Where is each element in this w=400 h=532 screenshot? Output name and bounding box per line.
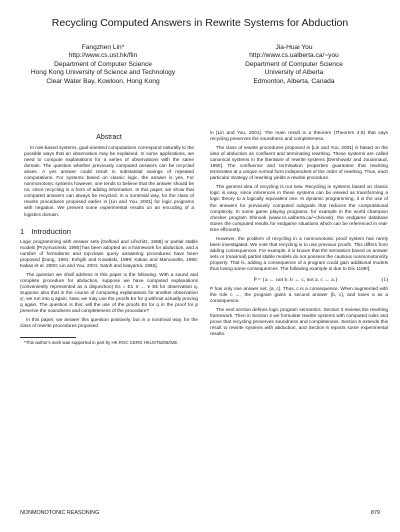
- footnote: *This author's work was supported in part by HK RGC CERG HKUST6205/02E.: [24, 340, 179, 346]
- author-block-1: [8, 44, 198, 86]
- right-paragraph-6: The next section defines logic program semantics. Section 3 reviews the rewriting framework. Then in Section 4 we formulate rewrite systems with computed rules and prove that recycling preserves soundness and completeness. Section 5 extends this result to rewrite systems with abduction, and Section 6 reports some experimental results.: [210, 308, 388, 338]
- author-institution: University of Alberta: [264, 69, 324, 77]
- equation-body: P = {a ← not b. b ← c, not a. c ← a.}: [253, 277, 338, 284]
- intro-paragraph-1: Logic programming with answer sets [Gelfond and Lifschitz, 1988] or partial stable models [Przymusinski, 1990] has been adopted as a framework for abduction, and a number of formalisms and top-down query answering procedures have been proposed [Dung, 1991; Eshghi and Kowalski, 1989; Kakas and Mancarella, 1990; Kakas et al. 2000; Lin and You, 2001; Satoh and Iwayama, 1992].: [20, 239, 198, 269]
- abstract-heading: Abstract: [96, 134, 122, 141]
- equation-number: (1): [381, 277, 388, 284]
- abstract-text: In rule-based systems, goal-oriented computations correspond naturally to the possible ways that an observation may be explained. In some applications, we need to compute explanations for a series of observations with the same domain. The question whether previously computed answers can be recycled arises. A yes answer could result in substantial savings of repeated computations. For systems based on classic logic, the answer is yes. For nonmonotonic systems however, one tends to believe that the answer should be no, since recycling is a form of adding information. In this paper, we show that computed answers can always be recycled, in a nontrivial way, for the class of rewrite procedures proposed earlier in [Lin and You, 2001] for logic programs with negation. We present some experimental results on an encoding of a logistics domain.: [24, 146, 194, 218]
- right-paragraph-1: in [Lin and You, 2001]. The main result is a theorem (Theorem 4.8) that says recycling preserves the soundness and completeness.: [210, 131, 388, 143]
- author-institution: Hong Kong University of Science and Technology: [30, 69, 176, 77]
- intro-paragraph-3: In this paper, we answer this question positively, but in a nontrivial way, for the class of rewrite procedures proposed: [20, 318, 198, 330]
- right-paragraph-2: The class of rewrite procedures proposed in [Lin and You, 2001] is based on the idea of abduction as confluent and terminating rewriting. These systems are called canonical systems in the literature of rewrite systems [Dershowitz and Jouannaud, 1990]. The confluence and termination properties guarantee that rewriting terminates at a unique normal form independent of the order of rewriting. Thus, each particular strategy of rewriting yields a rewrite procedure.: [210, 146, 388, 182]
- footer-page-number: 879: [371, 510, 380, 516]
- right-paragraph-3: The general idea of recycling is not new. Recycling in systems based on classic logic is easy, since inferences in these systems can be viewed as transforming a logic theory to a logically equivalent one. In dynamic programming, it is the use of the answers for previously computed subgoals that reduces the computational complexity. In some game playing programs, for example in the world champion checker program Shinook (www.cs.ualberta.ca/~chinook), the endgame database stores the computed results for endgame situations which can be referenced in real-time efficiently.: [210, 185, 388, 233]
- abstract-body: [20, 146, 198, 219]
- right-paragraph-5: P has only one answer set, {a, c}. Thus, c is a consequence. When augmented with the rule c ←, the program gains a second answer {b, c}, and loses a as a consequence.: [210, 287, 388, 305]
- author-block-2: [199, 44, 389, 86]
- author-url[interactable]: http://www.cs.ust.hk/flin: [68, 52, 138, 60]
- author-url[interactable]: http://www.cs.ualberta.ca/~you: [249, 52, 339, 60]
- equation-1: [210, 277, 388, 283]
- right-column: [210, 131, 388, 341]
- footnote-rule: [20, 337, 76, 338]
- author-name: Jia-Huai You: [275, 44, 313, 51]
- author-department: Department of Computer Science: [54, 60, 152, 68]
- section-title: Introduction: [31, 226, 71, 236]
- paper-title: Recycling Computed Answers in Rewrite Systems for Abduction: [51, 17, 349, 29]
- footer-venue: NONMONOTONIC REASONING: [20, 510, 100, 516]
- left-column: [20, 133, 198, 346]
- section-heading: [20, 227, 198, 236]
- author-department: Department of Computer Science: [245, 60, 343, 68]
- intro-paragraph-2: The question we shall address in this paper is the following. With a sound and complete procedure for abduction, suppose we have computed explanations (conveniently represented as a disjunction) Es = E1 ∨ ... ∨ Ek for observation q. Suppose also that in the course of computing explanations for another observation q', we run into q again. Now, we may use the proofs Es for q without actually proving q again. The question is this: will the use of the proofs Es for q in the proof for p preserve the soundness and completeness of the procedure?: [20, 272, 198, 315]
- author-address: Edmonton, Alberta, Canada: [253, 77, 335, 85]
- author-name: Fangzhen Lin*: [81, 44, 125, 51]
- section-number: 1: [20, 226, 25, 236]
- author-address: Clear Water Bay, Kowloon, Hong Kong: [46, 77, 160, 85]
- right-paragraph-4: However, the problem of recycling in a nonmonotonic proof system has rarely been investigated. We note that recycling is to use previous proofs. This differs from adding consequences. For example, it is known that the semantics based on answer sets or (maximal) partial stable models do not possess the cautious nonmonotonicity property. That is, adding a consequence of a program could gain additional models thus losing some consequences. The following example is due to Dix 1199!]:: [210, 236, 388, 272]
